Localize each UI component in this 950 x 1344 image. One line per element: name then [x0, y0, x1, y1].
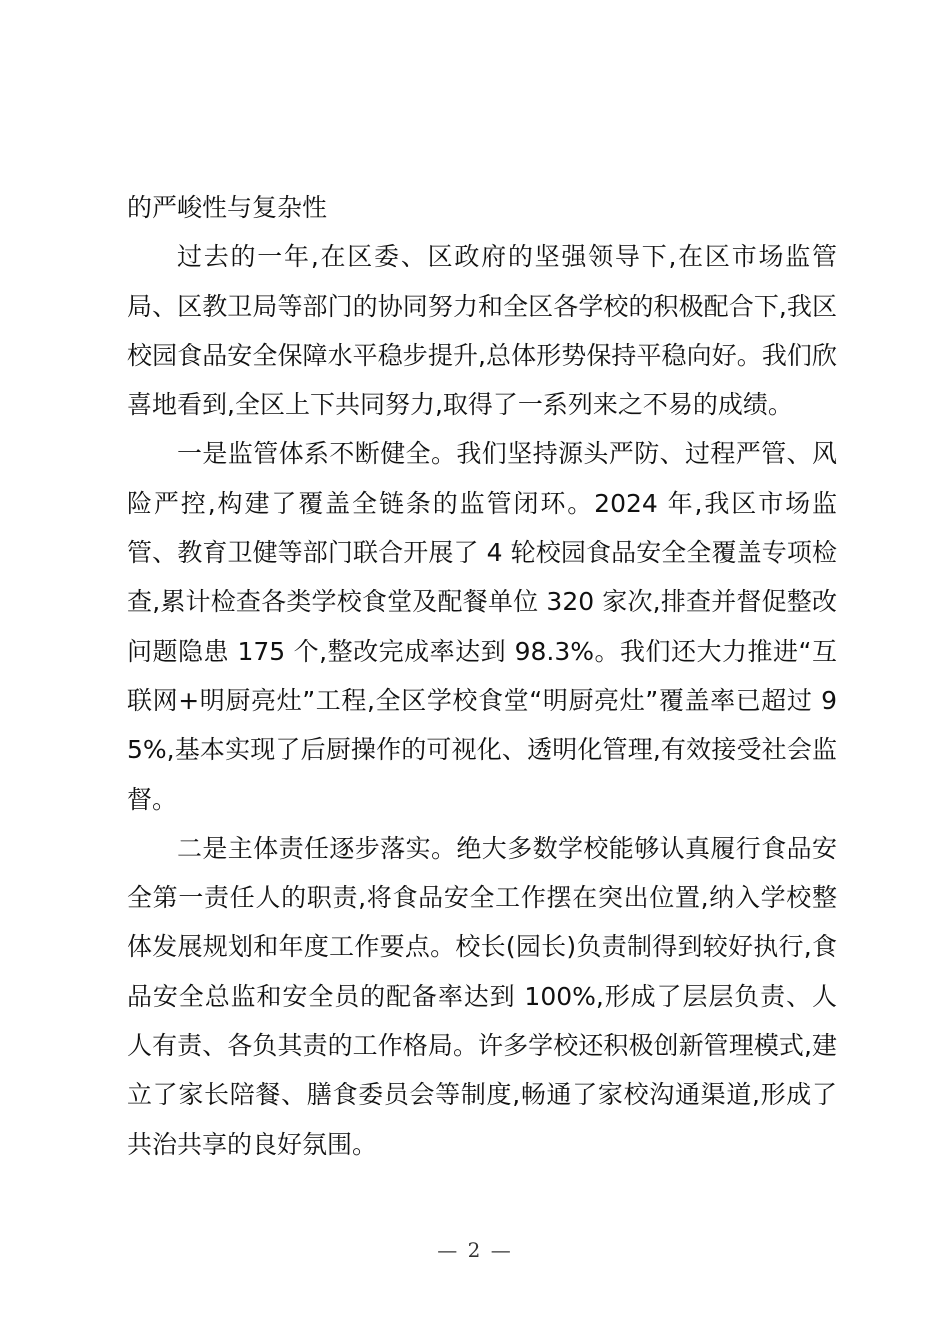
paragraph-continuation: 的严峻性与复杂性: [127, 193, 328, 222]
page-number: — 2 —: [437, 1238, 513, 1262]
paragraph-main-responsibility: 二是主体责任逐步落实。绝大多数学校能够认真履行食品安全第一责任人的职责,将食品安全工作摆在突出位置,纳入学校整体发展规划和年度工作要点。校长(园长)负责制得到较好执行,食品安全总监和安全员的配备率达到 100%,形成了层层负责、人人有责、各负其责的工作格局。许多学校还积极创新管理模式,建立了家长陪餐、膳食委员会等制度,畅通了家校沟通渠道,形成了共治共享的良好氛围。: [127, 833, 837, 1159]
paragraph-supervision-system: 一是监管体系不断健全。我们坚持源头严防、过程严管、风险严控,构建了覆盖全链条的监管闭环。2024 年,我区市场监管、教育卫健等部门联合开展了 4 轮校园食品安全全覆盖专项检查,累计检查各类学校食堂及配餐单位 320 家次,排查并督促整改问题隐患 175 个,整改完成率达到 98.3%。我们还大力推进“互联网+明厨亮灶”工程,全区学校食堂“明厨亮灶”覆盖率已超过 95%,基本实现了后厨操作的可视化、透明化管理,有效接受社会监督。: [127, 439, 837, 814]
paragraph-intro: 过去的一年,在区委、区政府的坚强领导下,在区市场监管局、区教卫局等部门的协同努力和全区各学校的积极配合下,我区校园食品安全保障水平稳步提升,总体形势保持平稳向好。我们欣喜地看到,全区上下共同努力,取得了一系列来之不易的成绩。: [127, 242, 837, 420]
document-body: [127, 183, 837, 1169]
